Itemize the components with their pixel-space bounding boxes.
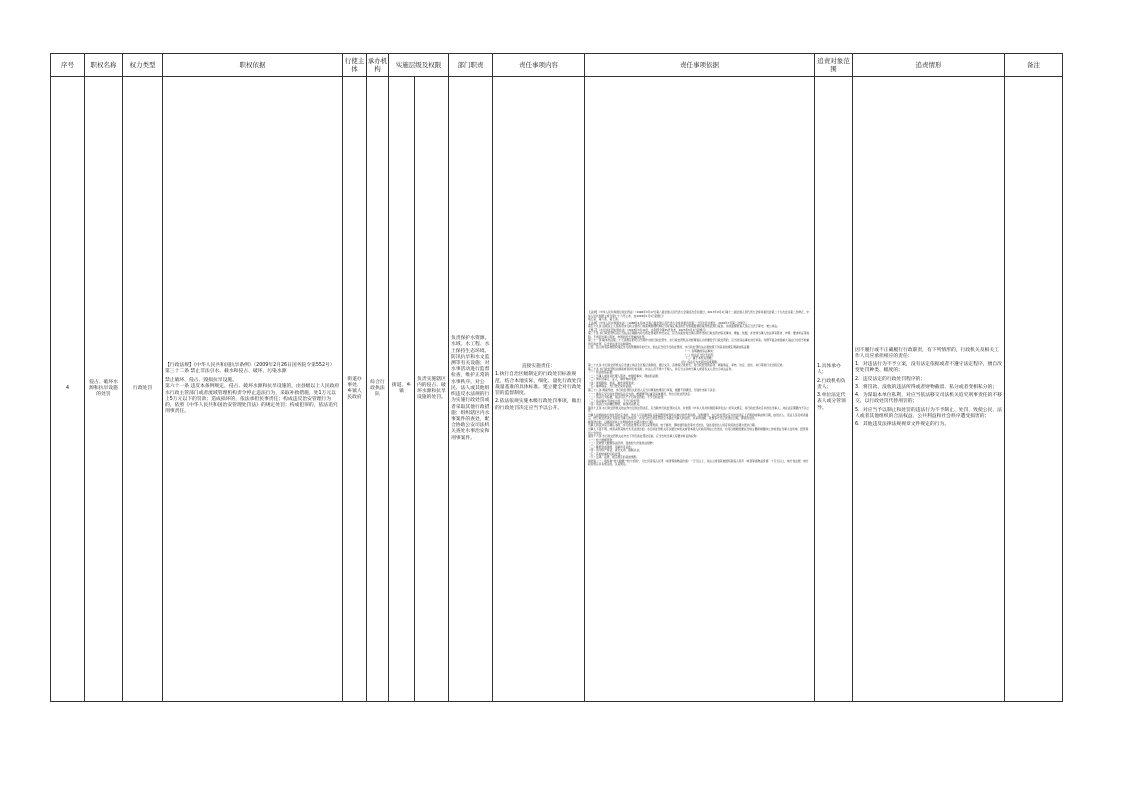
cell-duty-basis [585,77,815,702]
duty-basis-line: （六）法律、法规、规章规定的其他情形。 [588,455,640,460]
duty-basis-line: （二）依法应当给予处罚； [683,352,716,357]
header-remark: 备注 [1005,54,1063,77]
cell-seq: 4 [51,77,85,702]
duty-basis-line: 邮寄送达的，以邮政回执上注明的收件日期为送达日期。 [588,419,656,424]
header-duty-content: 责任事项内容 [493,54,585,77]
situation-line: 6．其他违反法律法规规章文件规定的行为。 [855,421,950,427]
table-row [51,77,1063,702]
duty-basis-line: （三）属于本机关管辖； [684,356,715,361]
duty-basis-line: 第二十一条 除本办法第二十七条规定的可以当场作出的行政处罚外，水行政处罚机关对经调查认为需要给予行政处罚的，应当对违法事实进行审查。对情节复杂或者重大违法行为给予较重的行政处罚，应当依法进行法制审核。 [588,338,810,346]
accountability-table [50,53,1063,702]
cell-remark [1005,77,1063,702]
duty-basis-line: （三）降低资质等级、吊销许可证件； [588,444,634,449]
duty-basis-line: 当事人同意并签订确认书的，水行政处罚机关可以采用传真、电子邮件、即时通讯信息等方式送达，到达受送达人特定系统的日期为送达日期。 [588,423,758,428]
cell-duty-content [493,77,585,702]
cell-accountability-situation [853,77,1005,702]
duty-basis-line: 当事人下落不明，或者采用其他方式无法送达的，水行政处罚机关可以通过本机关或者本级人民政府网站公告送达，也可以根据需要在当地主要新闻媒体公告或者在当事人住所地、经营场所公告送达。 [588,427,809,435]
duty-basis-line: （二）违法行为轻微，依法可以不予行政处罚的，不予行政处罚； [588,395,666,400]
basis-line: 禁止破坏、侵占、毁损抗旱设施。 [165,378,237,384]
header-power-name: 职权名称 [85,54,123,77]
scope-line: 2.行政机构负责人； [817,378,846,390]
cell-accountability-scope [815,77,853,702]
situation-line: 1．对违法行为不予立案，没有法定依据或者不遵守法定程序，擅自改变处罚种类、幅度的； [855,362,1002,374]
header-level: 实施层级及权限 [389,54,449,77]
cell-power-name: 侵占、破坏水源和抗旱设施的处罚 [85,77,123,702]
cell-undertaking: 综合行政执法队 [367,77,389,702]
duty-basis-line: （四）违法行为未超过追责期限。 [679,359,720,364]
header-duty-basis: 责任事项依据 [585,54,815,77]
header-undertaking: 承办机构 [367,54,389,77]
cell-basis [163,77,343,702]
header-basis: 职权依据 [163,54,343,77]
duty-basis-line: 第四十五条 水行政处罚机关依法作出行政处罚决定，应当制作行政处罚决定书，并依照《中华人民共和国民事诉讼法》的有关规定，将行政处罚决定书送达当事人，并在法定期限内予以公开。 [588,405,810,414]
duty-basis-line: 第三十条 水行政处罚机关调查或者进行检查时，执法人员不得少于两人，并应当主动向当事人或者有关人员出示执法证件。 [588,366,734,371]
duty-basis-line: 第五十九条 县级以上人民政府水行政主管部门和流域管理机构应当对违反本法的行为加强监督检查并依法进行查处。水政监督检查人员应当忠于职守，秉公执法。 [588,324,780,329]
header-accountability-scope: 追责对象范围 [815,54,853,77]
duty-content-line: 1.执行自治区级制定的行政处罚标准规范，结合本地实际，细化、量化行政处罚裁量基准的具体标准。建立健全对行政处罚的监督制度。 [495,372,582,397]
cell-level-a: 街道、乡镇 [389,77,415,702]
duty-basis-line: （三）询问当事人、证人，制作询问笔录； [588,377,640,382]
duty-basis-line: （一）有明确的违法事实； [683,348,716,353]
duty-basis-line: （二）没收较大数额违法所得、没收较大价值非法财物； [588,441,656,446]
duty-basis-line: 【法律】《中华人民共和国水法》（1988年1月21日第六届全国人民代表大会常务委员会第二十四次会议通过，2016年7月第二次修正） [588,320,749,325]
duty-basis-line: 第三十八条 调查终结，水行政处罚机关负责人应当对调查结果进行审查，根据不同情况，分别作出如下决定： [588,388,718,392]
basis-line: 第三十二条 禁止非法引水、截水和侵占、破坏、污染水源 [165,368,287,374]
duty-basis-line: 第二十九条 水行政处罚机关应当建立执法全过程记录制度，通过文字、音像等记录形式，对行政处罚的启动、调查取证、审核、决定、送达、执行等进行全过程记录。 [588,363,786,368]
cell-level-b: 负责实施辖区内的侵占、破坏水源和抗旱设施的处罚。 [415,77,449,702]
header-accountability-situation: 追责情形 [853,54,1005,77]
duty-basis-line: 【法律】《中华人民共和国行政处罚法》（1996年3月17日第八届全国人民代表大会第四次会议通过，2017年9月1日第十二届全国人民代表大会常务委员会第二十九次会议第二次修正，中华人民共和国主席令第七十六号公布，自2018年1月1日起施行） [588,309,810,318]
duty-basis-line: 第五条、第六条、第七条。 [588,317,621,322]
duty-content-line: 直接实施责任： [521,364,556,370]
duty-basis-line: 第二十条 水行政处罚机关应当在法定期限内对行政处罚案件作出决定，应当书面告知当事人拟作出的行政处罚内容及事实、理由、依据，并告知当事人依法享有陈述、申辩、要求听证等权利。不得因当事人陈述、申辩而给予更重的处罚。 [588,331,810,339]
situation-line: 2．违反法定的行政处罚程序的； [855,376,926,382]
basis-line: 【行政法规】《中华人民共和国抗旱条例》（2009年2月26日国务院令第552号） [165,362,335,368]
duty-basis-line: 当事人拒绝接收行政处罚决定书的，送达人可以邀请有关基层组织或者所在单位的代表到场，说明情况，在行政处罚决定书送达回证上记明拒收事由和日期，由送达人、见证人签名或者盖章，把行政处罚决定书留在当事人的住所；也可以把行政处罚决定书留在当事人的住所，并采用拍照、录像等方式记录送达过程，即视为送达。 [588,412,809,421]
scope-line: 3.单位法定代表人或分管领导。 [817,393,846,411]
duty-basis-line: （三）违法事实不能成立的，不予行政处罚； [588,398,642,403]
cell-subject: 街道办事处、乡镇人民政府 [343,77,367,702]
situation-line: 5．对应当予以制止和处罚的违法行为不予制止、处罚，致使公民、法人或者其他组织的合法权益、公共利益和社会秩序遭受损害的； [855,407,1002,419]
duty-basis-line: 【规章】《水行政处罚实施办法》（2023年3月10日，水利部令第55号发布，2023年5月1日起施行） [588,327,708,332]
duty-basis-line: （二）当事人或者其代理人陈述、申辩的事实、理由和证据； [588,373,661,378]
header-power-type: 权力类型 [123,54,163,77]
duty-basis-line: （四）违法行为涉嫌犯罪的，移送司法机关。 [588,402,642,407]
duty-basis-line: （一）依法收集证据； [588,370,615,375]
cell-dept-duty: 负责保护水资源、水域、水工程、水土保持生态环境、防汛抗旱和水文监测等有关设施；对水事活动进行监督检查，维护正常的水事秩序。对公民、法人或其他组织违反水法规的行为实施行政处罚或者采取其他行政措施；组织辖区内水事案件的查处，配合协助公安司法机关查处水事治安和刑事案件。 [449,77,493,702]
duty-basis-line: 第四十六条 水行政处罚机关在作出下列行政处罚决定前，应当告知当事人有要求听证的权利： [588,434,700,439]
duty-basis-line: 公民、法人或者其他组织违反水行政管理秩序的行为，依法应当给予行政处罚的，水行政处罚机关必须依照下列各条的规定调查收集证据： [588,345,752,350]
situation-line: 因不履行或不正确履行行政职责，有下列情形的，行政机关及相关工作人员应承担相应的责任： [855,347,999,360]
duty-basis-line: （四）责令停产停业、责令关闭、限制从业； [588,448,642,453]
duty-basis-line: （五）抽样取证、先行登记保存证据。 [588,384,634,389]
duty-basis-line: （一）确有应受行政处罚的违法行为的，根据情节轻重及具体情况，作出行政处罚决定； [588,391,693,396]
header-seq: 序号 [51,54,85,77]
header-subject: 行使主体 [343,54,367,77]
header-dept-duty: 部门职责 [449,54,493,77]
situation-line: 4．为谋取本单位私利，对应当依法移交司法机关追究刑事责任的不移交，以行政处罚代替刑罚的； [855,393,1002,405]
duty-content-line: 2.依法依规实施本级行政处罚事项，做出的行政处罚决定应当予以公开。 [495,399,582,411]
situation-line: 3．将罚款、没收的违法所得或者财物截留、私分或者变相私分的； [855,384,998,390]
duty-basis-line: （四）现场勘验、检查，制作现场笔录； [588,380,637,385]
basis-line: 第六十一条 违反本条例规定，侵占、破坏水源和抗旱设施的，由县级以上人民政府水行政主管部门或者流域管理机构责令停止违法行为，采取补救措施，处1万元以上5万元以下的罚款；造成损坏的，依法承担民事责任；构成违反治安管理行为的，依照《中华人民共和国治安管理处罚法》的规定处罚；构成犯罪的，依法追究刑事责任。 [165,384,340,415]
duty-basis-line: （五）其他较重的行政处罚。 [588,451,623,456]
duty-basis-line: （一）较大数额罚款； [588,437,615,442]
scope-line: 1.具体承办人； [817,364,841,376]
cell-power-type: 行政处罚 [123,77,163,702]
header-row [51,54,1063,77]
duty-basis-line: 前款第（一）项所称“较大数额”“较大价值”，对公民是指人民币（或者等值物品价值）一万元以上，对法人或者其他组织是指人民币（或者等值物品价值）十万元以上，地方性法规、地方政府规章另有规定的，从其规定。 [588,458,809,467]
